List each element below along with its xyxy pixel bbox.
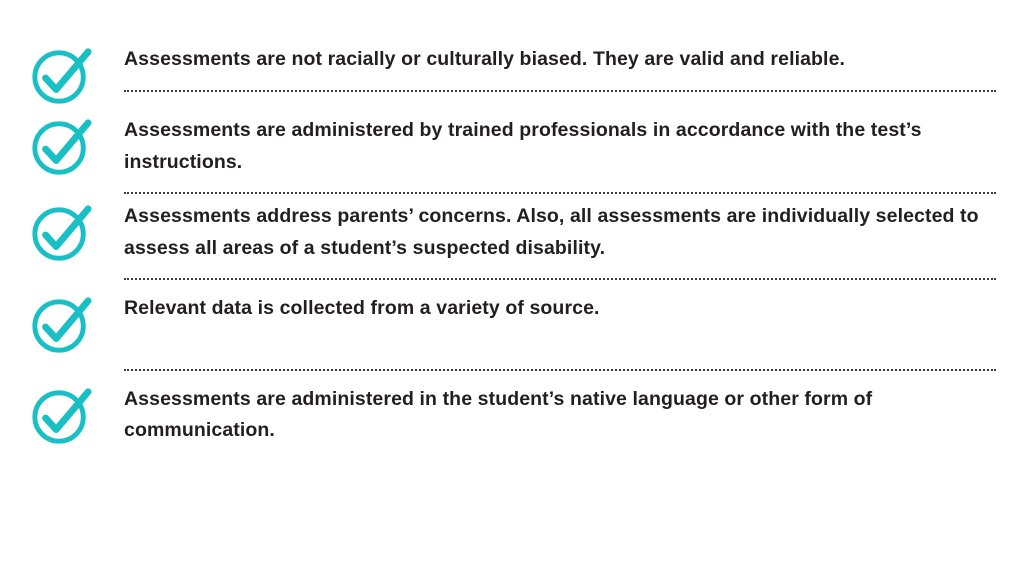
separator-wrap: [124, 325, 996, 371]
list-item: [30, 293, 1002, 371]
list-item-text-cell: [124, 201, 1002, 280]
check-circle-icon-glyph: [30, 46, 92, 108]
list-item-label: Assessments are not racially or culturally biased. They are valid and reliable.: [124, 48, 846, 70]
check-circle-icon: [30, 293, 124, 357]
dotted-separator: [124, 90, 996, 92]
list-item: [30, 201, 1002, 280]
spacer: [30, 108, 1002, 115]
check-circle-icon-glyph: [30, 203, 92, 265]
separator-wrap: [124, 264, 996, 280]
list-item-text-cell: [124, 293, 1002, 371]
dotted-separator: [124, 369, 996, 371]
check-circle-icon-glyph: [30, 386, 92, 448]
list-item-label: Assessments are administered in the student’s native language or other form of communication.: [124, 387, 873, 442]
checklist: [30, 44, 1002, 448]
dotted-separator: [124, 278, 996, 280]
list-item-label: Assessments are administered by trained professionals in accordance with the test’s instructions.: [124, 119, 922, 173]
spacer: [30, 280, 1002, 293]
list-item-text-cell: [124, 44, 1002, 92]
list-item-text-cell: [124, 115, 1002, 194]
dotted-separator: [124, 192, 996, 194]
spacer: [30, 371, 1002, 384]
separator-wrap: [124, 178, 996, 194]
spacer: [30, 194, 1002, 201]
list-item-text-cell: [124, 384, 1002, 447]
check-circle-icon-glyph: [30, 295, 92, 357]
check-circle-icon-glyph: [30, 117, 92, 179]
list-item-label: Relevant data is collected from a variety of source.: [124, 297, 600, 320]
check-circle-icon: [30, 115, 124, 179]
check-circle-icon: [30, 44, 124, 108]
list-item: [30, 44, 1002, 108]
list-item-label: Assessments address parents’ concerns. Also, all assessments are individually selected to assess all areas of a student’s suspected disability.: [124, 205, 979, 259]
list-item: [30, 384, 1002, 448]
check-circle-icon: [30, 384, 124, 448]
check-circle-icon: [30, 201, 124, 265]
list-item: [30, 115, 1002, 194]
separator-wrap: [124, 76, 996, 92]
